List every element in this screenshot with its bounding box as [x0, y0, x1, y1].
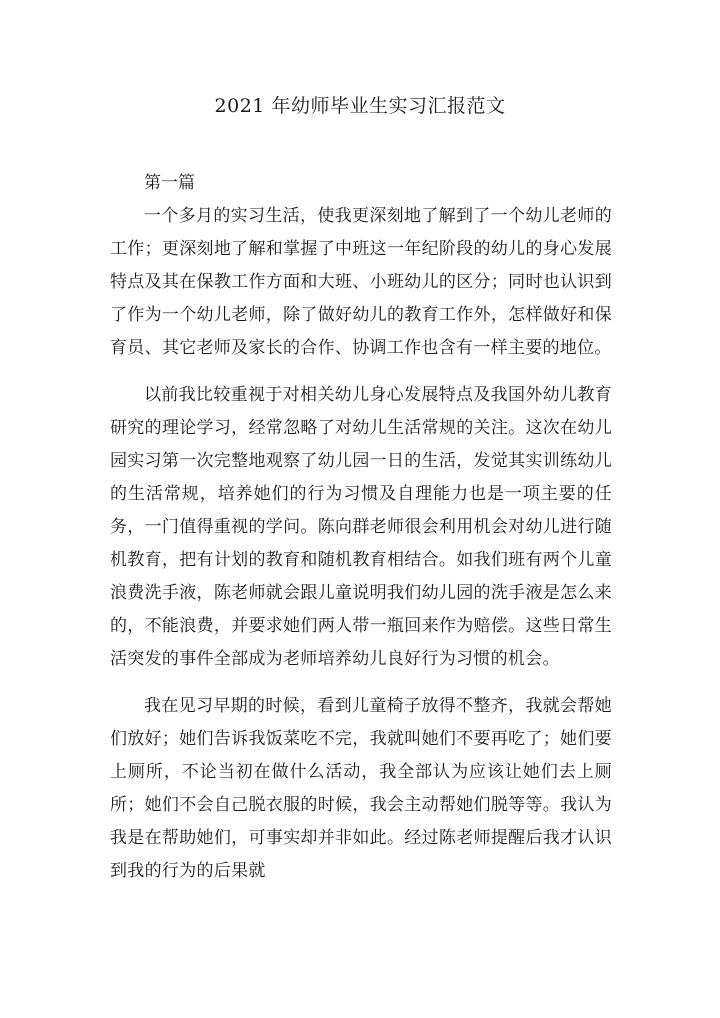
document-title: 2021 年幼师毕业生实习汇报范文 [214, 95, 506, 117]
paragraph-1: 一个多月的实习生活，使我更深刻地了解到了一个幼儿老师的工作；更深刻地了解和掌握了中班这一年纪阶段的幼儿的身心发展特点及其在保教工作方面和大班、小班幼儿的区分；同时也认识到了作为一个幼儿老师，除了做好幼儿的教育工作外，怎样做好和保育员、其它老师及家长的合作、协调工作也含有一样主要的地位。 [110, 206, 612, 358]
paragraph-3: 我在见习早期的时候，看到儿童椅子放得不整齐，我就会帮她们放好；她们告诉我饭菜吃不完，我就叫她们不要再吃了；她们要上厕所，不论当初在做什么活动，我全部认为应该让她们去上厕所；她们不会自己脱衣服的时候，我会主动帮她们脱等等。我认为我是在帮助她们，可事实却并非如此。经过陈老师提醒后我才认识到我的行为的后果就 [110, 696, 612, 881]
section-heading: 第一篇 [144, 173, 195, 193]
document-body [110, 168, 612, 888]
paragraph-2: 以前我比较重视于对相关幼儿身心发展特点及我国外幼儿教育研究的理论学习，经常忽略了对幼儿生活常规的关注。这次在幼儿园实习第一次完整地观察了幼儿园一日的生活，发觉其实训练幼儿的生活常规，培养她们的行为习惯及自理能力也是一项主要的任务，一门值得重视的学问。陈向群老师很会利用机会对幼儿进行随机教育，把有计划的教育和随机教育相结合。如我们班有两个儿童浪费洗手液，陈老师就会跟儿童说明我们幼儿园的洗手液是怎么来的，不能浪费，并要求她们两人带一瓶回来作为赔偿。这些日常生活突发的事件全部成为老师培养幼儿良好行为习惯的机会。 [110, 385, 612, 669]
